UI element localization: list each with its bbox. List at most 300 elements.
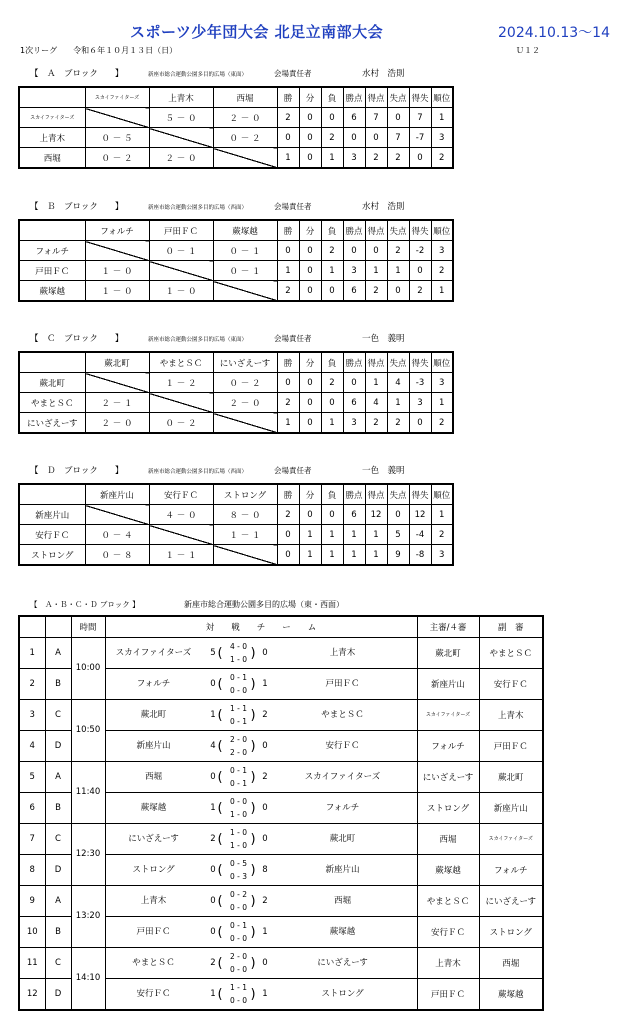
stat-column-header: 分: [299, 352, 321, 373]
assistant-referee-cell: 上青木: [479, 699, 543, 730]
first-half-score: 0 - 0: [229, 796, 248, 806]
away-score: 0: [262, 957, 268, 968]
stat-column-header: 負: [321, 87, 343, 108]
stat-cell: 1: [431, 393, 453, 413]
stat-cell: 0: [343, 128, 365, 148]
second-half-score: 0 - 1: [229, 716, 248, 726]
match-result-cell: ５ － ０: [149, 108, 213, 128]
stat-cell: 0: [299, 505, 321, 525]
left-bracket: (: [217, 645, 223, 661]
stat-cell: 3: [431, 128, 453, 148]
kickoff-time: 10:50: [71, 699, 105, 761]
stat-column-header: 順位: [431, 87, 453, 108]
match-number: 1: [19, 637, 45, 668]
no-header: [19, 616, 45, 637]
self-match-diagonal: [213, 545, 277, 566]
stat-column-header: 勝点: [343, 87, 365, 108]
stat-cell: 12: [365, 505, 387, 525]
first-half-score: 1 - 0: [229, 827, 248, 837]
right-bracket: ): [250, 986, 256, 1002]
stat-column-header: 勝点: [343, 484, 365, 505]
stat-cell: 1: [343, 545, 365, 566]
stat-cell: 0: [277, 545, 299, 566]
second-half-score: 2 - 0: [229, 747, 248, 757]
stat-column-header: 分: [299, 220, 321, 241]
team-column-header: 新座片山: [85, 484, 149, 505]
responsible-label: 会場責任者: [274, 466, 312, 475]
home-score: 0: [210, 895, 216, 906]
second-half-score: 0 - 0: [229, 964, 248, 974]
block-header: [30, 67, 405, 81]
home-score: 0: [210, 864, 216, 875]
responsible-name: 水村 浩則: [362, 69, 405, 79]
stat-cell: 3: [409, 393, 431, 413]
match-cell: [105, 978, 417, 1010]
right-bracket: ): [250, 738, 256, 754]
stat-column-header: 分: [299, 87, 321, 108]
table-row: [19, 525, 453, 545]
stat-cell: 0: [299, 413, 321, 434]
stat-cell: 0: [321, 505, 343, 525]
stat-cell: 1: [321, 525, 343, 545]
right-bracket: ): [250, 924, 256, 940]
stat-cell: 1: [431, 281, 453, 302]
away-score: 1: [262, 678, 268, 689]
referee-cell: やまとＳＣ: [417, 885, 479, 916]
away-team: フォルチ: [325, 802, 360, 813]
match-result-cell: ０ － ８: [85, 545, 149, 566]
stat-cell: -7: [409, 128, 431, 148]
block-label: 【 Ｃ ブロック 】: [30, 334, 124, 344]
first-half-score: 4 - 0: [229, 641, 248, 651]
table-row: [19, 261, 453, 281]
stat-column-header: 順位: [431, 352, 453, 373]
stat-cell: 3: [343, 148, 365, 169]
block-label: 【 Ａ ブロック 】: [30, 69, 124, 79]
stat-cell: 2: [431, 261, 453, 281]
stat-cell: 0: [277, 128, 299, 148]
stat-cell: -8: [409, 545, 431, 566]
match-result-cell: ２ － ０: [213, 108, 277, 128]
match-number: 11: [19, 947, 45, 978]
left-bracket: (: [217, 924, 223, 940]
second-half-score: 0 - 0: [229, 933, 248, 943]
home-team: 上青木: [140, 895, 167, 906]
match-cell: [105, 916, 417, 947]
team-column-header: 戸田ＦＣ: [149, 220, 213, 241]
referee-cell: 蕨北町: [417, 637, 479, 668]
match-result-cell: １ － ０: [149, 281, 213, 302]
venue-label: 新座市総合運動公園多目的広場（東面）: [148, 337, 248, 343]
stat-cell: 6: [343, 108, 365, 128]
right-bracket: ): [250, 862, 256, 878]
stat-cell: 4: [387, 373, 409, 393]
away-team: 新座片山: [325, 864, 360, 875]
stat-cell: 2: [365, 413, 387, 434]
stat-cell: 1: [431, 108, 453, 128]
match-number: 7: [19, 823, 45, 854]
block-header: [30, 332, 405, 346]
stat-column-header: 失点: [387, 484, 409, 505]
match-number: 10: [19, 916, 45, 947]
stat-cell: 1: [365, 261, 387, 281]
away-score: 8: [262, 864, 268, 875]
team-name-cell: 上青木: [19, 128, 85, 148]
match-date: 令和６年１０月１３日（日）: [73, 46, 178, 55]
match-result-cell: ２ － ０: [149, 148, 213, 169]
stat-cell: 1: [299, 525, 321, 545]
match-result-cell: １ － ２: [149, 373, 213, 393]
first-half-score: 1 - 1: [229, 982, 248, 992]
stat-cell: 0: [299, 261, 321, 281]
stat-cell: 0: [321, 393, 343, 413]
stat-cell: 3: [431, 373, 453, 393]
corner-cell: [19, 220, 85, 241]
stat-cell: 1: [431, 505, 453, 525]
stat-cell: 3: [343, 413, 365, 434]
table-row: [19, 281, 453, 302]
home-team: 西堀: [144, 771, 162, 782]
subtitle: [20, 45, 177, 56]
stat-cell: 1: [299, 545, 321, 566]
assistant-header: 副 審: [479, 616, 543, 637]
match-result-cell: ０ － ２: [213, 128, 277, 148]
away-score: 0: [262, 802, 268, 813]
stat-column-header: 失点: [387, 352, 409, 373]
table-row: [19, 128, 453, 148]
stat-cell: 0: [299, 393, 321, 413]
self-match-diagonal: [85, 505, 149, 525]
match-number: 4: [19, 730, 45, 761]
match-result-cell: １ － ０: [85, 261, 149, 281]
match-number: 3: [19, 699, 45, 730]
away-team: 蕨塚越: [329, 926, 356, 937]
stat-cell: 2: [409, 281, 431, 302]
stat-cell: 2: [387, 148, 409, 169]
stat-column-header: 勝: [277, 87, 299, 108]
team-name-cell: 蕨北町: [19, 373, 85, 393]
referee-cell: 戸田ＦＣ: [417, 978, 479, 1010]
self-match-diagonal: [149, 261, 213, 281]
stat-column-header: 勝: [277, 352, 299, 373]
team-column-header: スカイファイターズ: [85, 87, 149, 108]
self-match-diagonal: [85, 241, 149, 261]
away-team: 西堀: [333, 895, 351, 906]
assistant-referee-cell: 新座片山: [479, 792, 543, 823]
referee-cell: ストロング: [417, 792, 479, 823]
standings-table: [18, 86, 454, 169]
match-cell: [105, 668, 417, 699]
corner-cell: [19, 352, 85, 373]
stat-cell: 2: [277, 505, 299, 525]
match-number: 6: [19, 792, 45, 823]
match-block: B: [45, 916, 71, 947]
match-result-cell: ０ － １: [213, 261, 277, 281]
match-number: 8: [19, 854, 45, 885]
away-team: 戸田ＦＣ: [325, 678, 360, 689]
match-cell: [105, 823, 417, 854]
match-number: 5: [19, 761, 45, 792]
home-score: 2: [210, 957, 216, 968]
stat-cell: 1: [387, 261, 409, 281]
match-cell: [105, 885, 417, 916]
stat-cell: 0: [409, 261, 431, 281]
left-bracket: (: [217, 893, 223, 909]
league-label: 1次リーグ: [20, 46, 58, 55]
team-name-cell: フォルチ: [19, 241, 85, 261]
block-header: [30, 200, 405, 214]
table-header-row: [19, 220, 453, 241]
home-team: 新座片山: [136, 740, 171, 751]
stat-cell: 0: [387, 108, 409, 128]
stat-cell: 9: [387, 545, 409, 566]
team-column-header: 安行ＦＣ: [149, 484, 213, 505]
stat-column-header: 得点: [365, 220, 387, 241]
assistant-referee-cell: 戸田ＦＣ: [479, 730, 543, 761]
stat-column-header: 失点: [387, 87, 409, 108]
stat-cell: -3: [409, 373, 431, 393]
stat-column-header: 分: [299, 484, 321, 505]
home-score: 0: [210, 926, 216, 937]
match-result-cell: ４ － ０: [149, 505, 213, 525]
away-score: 0: [262, 833, 268, 844]
team-name-cell: ストロング: [19, 545, 85, 566]
stat-cell: 2: [321, 241, 343, 261]
home-score: 1: [210, 802, 216, 813]
stat-cell: 2: [321, 128, 343, 148]
stat-cell: 0: [409, 413, 431, 434]
stat-cell: 6: [343, 281, 365, 302]
responsible-label: 会場責任者: [274, 202, 312, 211]
stat-cell: 0: [277, 525, 299, 545]
match-result-cell: ０ － １: [149, 241, 213, 261]
stat-cell: 1: [365, 545, 387, 566]
stat-column-header: 勝: [277, 220, 299, 241]
team-column-header: やまとＳＣ: [149, 352, 213, 373]
stat-cell: 0: [299, 373, 321, 393]
stat-cell: 7: [409, 108, 431, 128]
second-half-score: 0 - 0: [229, 685, 248, 695]
match-cell: [105, 947, 417, 978]
right-bracket: ): [250, 676, 256, 692]
home-score: 4: [210, 740, 216, 751]
first-half-score: 0 - 1: [229, 920, 248, 930]
home-team: スカイファイターズ: [115, 647, 192, 658]
match-block: B: [45, 792, 71, 823]
block-label: 【 Ｂ ブロック 】: [30, 202, 124, 212]
second-half-score: 0 - 1: [229, 778, 248, 788]
assistant-referee-cell: スカイファイターズ: [479, 823, 543, 854]
match-result-cell: ２ － １: [85, 393, 149, 413]
stat-column-header: 勝: [277, 484, 299, 505]
stat-cell: 2: [431, 413, 453, 434]
match-cell: [105, 730, 417, 761]
assistant-referee-cell: 蕨塚越: [479, 978, 543, 1010]
team-column-header: 西堀: [213, 87, 277, 108]
match-cell: [105, 854, 417, 885]
away-score: 1: [262, 926, 268, 937]
assistant-referee-cell: にいざえーす: [479, 885, 543, 916]
stat-cell: 2: [365, 148, 387, 169]
first-half-score: 0 - 1: [229, 672, 248, 682]
match-row: [19, 637, 543, 668]
stat-cell: -4: [409, 525, 431, 545]
self-match-diagonal: [85, 108, 149, 128]
home-score: 0: [210, 678, 216, 689]
responsible-name: 一色 義明: [362, 334, 405, 344]
standings-table: [18, 483, 454, 566]
referee-cell: 安行ＦＣ: [417, 916, 479, 947]
away-team: 蕨北町: [329, 833, 356, 844]
table-row: [19, 373, 453, 393]
page-title: スポーツ少年団大会 北足立南部大会: [130, 23, 384, 41]
stat-cell: -2: [409, 241, 431, 261]
match-result-cell: ０ － ５: [85, 128, 149, 148]
team-column-header: 蕨北町: [85, 352, 149, 373]
stat-cell: 2: [277, 281, 299, 302]
match-row: [19, 947, 543, 978]
team-name-cell: 新座片山: [19, 505, 85, 525]
stat-cell: 2: [365, 281, 387, 302]
match-block: D: [45, 730, 71, 761]
stat-cell: 0: [409, 148, 431, 169]
team-name-cell: 戸田ＦＣ: [19, 261, 85, 281]
home-team: 蕨塚越: [140, 802, 167, 813]
match-row: [19, 699, 543, 730]
match-result-cell: ０ － １: [213, 241, 277, 261]
match-number: 12: [19, 978, 45, 1010]
team-name-cell: 安行ＦＣ: [19, 525, 85, 545]
stat-cell: 3: [431, 241, 453, 261]
match-result-cell: ２ － ０: [213, 393, 277, 413]
kickoff-time: 13:20: [71, 885, 105, 947]
first-half-score: 2 - 0: [229, 951, 248, 961]
team-name-cell: 蕨塚越: [19, 281, 85, 302]
home-team: 安行ＦＣ: [136, 988, 171, 999]
stat-cell: 0: [299, 128, 321, 148]
team-name-cell: やまとＳＣ: [19, 393, 85, 413]
match-block: C: [45, 947, 71, 978]
stat-cell: 0: [365, 241, 387, 261]
team-column-header: フォルチ: [85, 220, 149, 241]
left-bracket: (: [217, 738, 223, 754]
standings-table: [18, 351, 454, 434]
match-block: D: [45, 854, 71, 885]
responsible-name: 一色 義明: [362, 466, 405, 476]
away-score: 1: [262, 988, 268, 999]
home-score: 5: [210, 647, 216, 658]
table-row: [19, 108, 453, 128]
right-bracket: ): [250, 707, 256, 723]
stat-cell: 0: [321, 108, 343, 128]
match-block: C: [45, 699, 71, 730]
table-row: [19, 393, 453, 413]
referee-cell: スカイファイターズ: [417, 699, 479, 730]
match-block: D: [45, 978, 71, 1010]
stat-cell: 1: [321, 261, 343, 281]
away-score: 2: [262, 709, 268, 720]
stat-column-header: 負: [321, 352, 343, 373]
match-result-cell: １ － ０: [85, 281, 149, 302]
team-name-cell: にいざえーす: [19, 413, 85, 434]
stat-cell: 1: [387, 393, 409, 413]
stat-cell: 5: [387, 525, 409, 545]
assistant-referee-cell: 西堀: [479, 947, 543, 978]
schedule-table: [18, 615, 544, 1011]
stat-cell: 1: [277, 413, 299, 434]
away-team: ストロング: [321, 988, 364, 999]
stat-column-header: 負: [321, 220, 343, 241]
right-bracket: ): [250, 645, 256, 661]
responsible-label: 会場責任者: [274, 334, 312, 343]
stat-cell: 0: [299, 241, 321, 261]
referee-cell: にいざえーす: [417, 761, 479, 792]
first-half-score: 1 - 1: [229, 703, 248, 713]
venue-label: 新座市総合運動公園多目的広場（東面）: [148, 72, 248, 78]
stat-cell: 0: [387, 281, 409, 302]
table-row: [19, 241, 453, 261]
match-result-cell: １ － １: [213, 525, 277, 545]
away-team: にいざえーす: [317, 957, 368, 968]
first-half-score: 0 - 1: [229, 765, 248, 775]
stat-cell: 1: [365, 525, 387, 545]
away-score: 0: [262, 647, 268, 658]
away-team: やまとＳＣ: [321, 709, 364, 720]
self-match-diagonal: [149, 128, 213, 148]
left-bracket: (: [217, 862, 223, 878]
match-number: 2: [19, 668, 45, 699]
stat-column-header: 得失: [409, 484, 431, 505]
standings-table: [18, 219, 454, 302]
stat-cell: 3: [431, 545, 453, 566]
right-bracket: ): [250, 831, 256, 847]
stat-column-header: 得失: [409, 87, 431, 108]
stat-cell: 2: [387, 413, 409, 434]
stat-cell: 4: [365, 393, 387, 413]
stat-cell: 7: [387, 128, 409, 148]
match-cell: [105, 792, 417, 823]
home-score: 0: [210, 771, 216, 782]
team-column-header: 上青木: [149, 87, 213, 108]
second-half-score: 0 - 0: [229, 995, 248, 1005]
responsible-label: 会場責任者: [274, 69, 312, 78]
stat-cell: 0: [299, 281, 321, 302]
assistant-referee-cell: 蕨北町: [479, 761, 543, 792]
referee-cell: 新座片山: [417, 668, 479, 699]
stat-column-header: 失点: [387, 220, 409, 241]
table-row: [19, 413, 453, 434]
team-name-cell: スカイファイターズ: [19, 108, 85, 128]
stat-cell: 1: [277, 261, 299, 281]
second-half-score: 1 - 0: [229, 654, 248, 664]
table-header-row: [19, 87, 453, 108]
right-bracket: ): [250, 800, 256, 816]
match-result-cell: １ － １: [149, 545, 213, 566]
venue-label: 新座市総合運動公園多目的広場（西面）: [148, 469, 248, 475]
table-header-row: [19, 352, 453, 373]
kickoff-time: 12:30: [71, 823, 105, 885]
assistant-referee-cell: 安行ＦＣ: [479, 668, 543, 699]
stat-column-header: 得点: [365, 484, 387, 505]
self-match-diagonal: [213, 413, 277, 434]
away-team: 上青木: [329, 647, 356, 658]
referee-cell: フォルチ: [417, 730, 479, 761]
schedule-header: [30, 598, 344, 612]
stat-column-header: 得失: [409, 352, 431, 373]
home-team: やまとＳＣ: [132, 957, 175, 968]
stat-cell: 2: [387, 241, 409, 261]
assistant-referee-cell: フォルチ: [479, 854, 543, 885]
